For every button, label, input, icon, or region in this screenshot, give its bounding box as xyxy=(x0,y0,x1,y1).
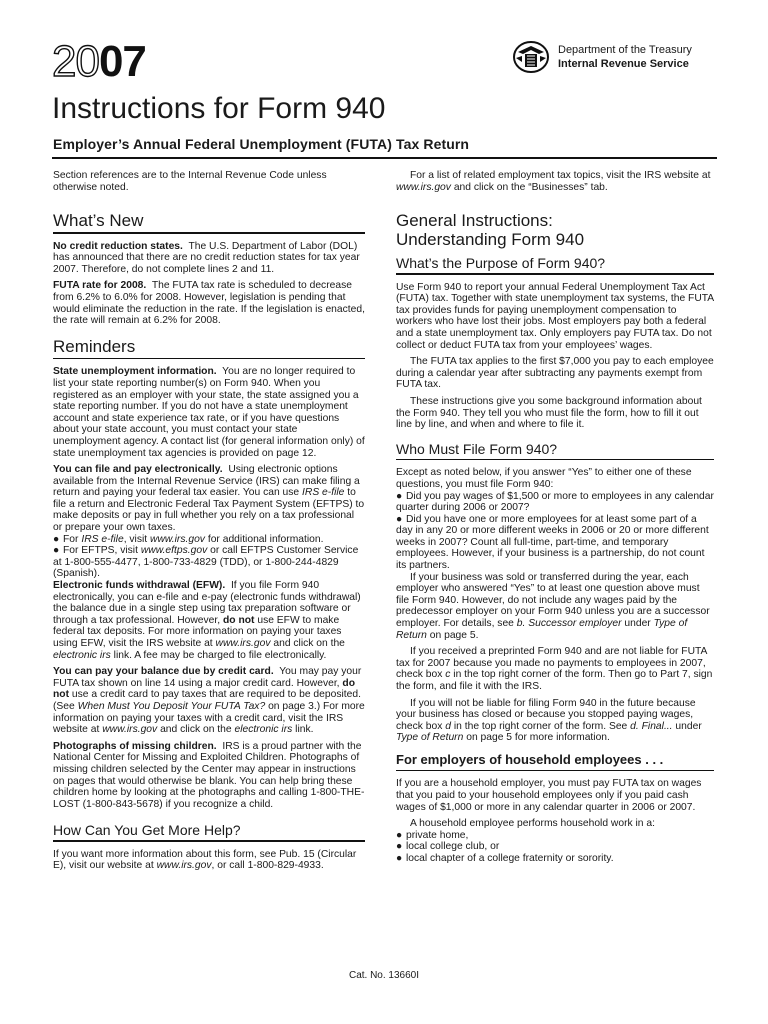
help-heading: How Can You Get More Help? xyxy=(53,822,241,839)
bullet-item: ● For EFTPS, visit www.eftps.gov or call EFTPS Customer Service at 1-800-555-4477, 1-800-733-4829 (TDD), or 1-800-244-4829 (Spanish). xyxy=(53,545,359,580)
household-heading: For employers of household employees . . . xyxy=(396,751,664,767)
agency-block xyxy=(558,43,692,71)
irs-name: Internal Revenue Service xyxy=(558,58,689,70)
who-must-file-heading: Who Must File Form 940? xyxy=(396,440,558,457)
bullet-icon: ● xyxy=(53,533,60,545)
bullet-icon: ● xyxy=(396,513,403,525)
who-para: If your business was sold or transferred during the year, each employer who answered “Yes” to at least one question above must file Form 940. However, do not include any wages paid by the predecessor employer on your Form 940 unless you are a successor employer. For details, see b. Successor employer under Type of Return on page 5. xyxy=(396,571,710,641)
bullet-item: ● Did you have one or more employees for at least some part of a day in any 20 or more different weeks in 2006 or 20 or more different weeks in 2007? Count all full-time, part-time, and temporary employees. However, if your business is a partnership, do not count its partners. xyxy=(396,513,709,572)
bullet-item: ● For IRS e-file, visit www.irs.gov for additional information. xyxy=(53,533,324,545)
catalog-number: Cat. No. 13660I xyxy=(348,970,420,981)
bullet-icon: ● xyxy=(396,841,403,853)
who-para: If you will not be liable for filing Form 940 in the future because your business has closed or because you stopped paying wages, check box d in the top right corner of the form. See d. Final... under Type of Return on page 5 for more information. xyxy=(396,697,702,744)
dept-name: Department of the Treasury xyxy=(558,44,692,56)
link[interactable]: www.irs.gov xyxy=(150,533,205,545)
bullet-item: ● local chapter of a college fraternity or sorority. xyxy=(396,853,614,865)
reminders-heading: Reminders xyxy=(53,336,136,356)
state-info-para: State unemployment information. You are no longer required to list your state reporting number(s) on Form 940. When you registered as an employer with your state, the state assigned you a state reporting number. If you do not have a state unemployment account and state experience tax rate, or if you have questions about your state account, you must contact your state unemployment agency. A contact list (for general information only) of state unemployment tax agencies is provided on page 12. xyxy=(53,366,365,459)
no-credit-para: No credit reduction states. The U.S. Department of Labor (DOL) has announced that there are no credit reduction states for tax year 2007. Therefore, do not complete lines 2 and 11. xyxy=(53,240,360,275)
help-para: If you want more information about this form, see Pub. 15 (Circular E), visit our website at www.irs.gov, or call 1-800-829-4933. xyxy=(53,848,357,872)
link[interactable]: www.irs.gov xyxy=(396,181,451,193)
link[interactable]: www.eftps.gov xyxy=(140,545,208,557)
household-para: A household employee performs household work in a: xyxy=(410,818,655,830)
general-instructions-heading: General Instructions: Understanding Form 940 xyxy=(396,211,585,250)
link[interactable]: www.irs.gov xyxy=(215,638,271,649)
page-title: Instructions for Form 940 xyxy=(52,92,386,125)
efile-para: You can file and pay electronically. Using electronic options available from the Internal Revenue Service (IRS) can make filing a return and paying your federal tax easier. You can use IRS e-file to file a return and Electronic Federal Tax Payment System (EFTPS) to make deposits or pay in full whether you rely on a tax professional or prepare your own taxes. xyxy=(53,464,365,534)
bullet-icon: ● xyxy=(396,853,403,865)
bullet-icon: ● xyxy=(53,545,60,557)
header-rule xyxy=(52,157,717,159)
divider xyxy=(53,232,365,234)
futa-rate-para: FUTA rate for 2008. The FUTA tax rate is scheduled to decrease from 6.2% to 6.0% for 2008. However, legislation is pending that would eliminate the reduction in the rate. If the legislation is enacted, the rate will remain at 6.2% for 2008. xyxy=(53,280,365,327)
divider xyxy=(396,273,714,275)
bullet-item: ● local college club, or xyxy=(396,841,500,853)
purpose-para: The FUTA tax applies to the first $7,000 you pay to each employee during a calendar year after subtracting any payments exempt from FUTA tax. xyxy=(396,356,714,391)
who-para: Except as noted below, if you answer “Yes” to either one of these questions, you must file Form 940: xyxy=(396,467,692,490)
divider xyxy=(53,358,365,360)
bullet-item: ● private home, xyxy=(396,829,469,841)
irs-eagle-seal-icon xyxy=(512,40,550,74)
purpose-para: These instructions give you some background information about the Form 940. They tell you who must file the form, how to fill it out line by line, and when and where to file it. xyxy=(396,396,702,431)
form-year: 2007 xyxy=(52,37,146,86)
right-column xyxy=(396,170,714,865)
left-column xyxy=(53,170,365,877)
whats-new-heading: What’s New xyxy=(53,211,144,231)
missing-children-para: Photographs of missing children. IRS is a proud partner with the National Center for Missing and Exploited Children. Photographs of missing children selected by the Center may appear in instructions on pages that would otherwise be blank. You can help bring these children home by looking at the photographs and calling 1-800-THE-LOST (1-800-843-5678) if you recognize a child. xyxy=(53,740,365,810)
link[interactable]: www.irs.gov xyxy=(156,860,212,872)
bullet-item: ● Did you pay wages of $1,500 or more to employees in any calendar quarter during 2006 or 2007? xyxy=(396,490,714,514)
bullet-icon: ● xyxy=(396,490,403,502)
page-subtitle: Employer’s Annual Federal Unemployment (FUTA) Tax Return xyxy=(53,136,470,152)
purpose-heading: What’s the Purpose of Form 940? xyxy=(396,255,606,272)
intro-text: Section references are to the Internal Revenue Code unless otherwise noted. xyxy=(53,170,327,193)
efw-para: Electronic funds withdrawal (EFW). If you file Form 940 electronically, you can e-file and e-pay (electronic funds withdrawal) the balance due in a single step using tax preparation software or through a tax professional. However, do not use EFW to make federal tax deposits. For more information on paying your taxes using EFW, visit the IRS website at www.irs.gov and click on the electronic irs link. A fee may be charged to file electronically. xyxy=(53,580,361,661)
credit-card-para: You can pay your balance due by credit card. You may pay your FUTA tax shown on line 14 using a major credit card. However, do not use a credit card to pay taxes that are required to be deposited. (See When Must You Deposit Your FUTA Tax? on page 3.) For more information on paying your taxes with a credit card, visit the IRS website at www.irs.gov and click on the electronic irs link. xyxy=(53,666,365,736)
intro-text: For a list of related employment tax topics, visit the IRS website at www.irs.gov and click on the “Businesses” tab. xyxy=(396,170,711,193)
purpose-para: Use Form 940 to report your annual Federal Unemployment Tax Act (FUTA) tax. Together with state unemployment tax systems, the FUTA tax provides funds for paying unemployment compensation to workers who have lost their jobs. Most employers pay both a federal and a state unemployment tax. Only employers pay FUTA tax. Do not collect or deduct FUTA tax from your employees’ wages. xyxy=(396,281,714,351)
bullet-icon: ● xyxy=(396,829,403,841)
who-para: If you received a preprinted Form 940 and are not liable for FUTA tax for 2007 because you made no payments to employees in 2007, check box c in the top right corner of the form. Then go to Part 7, sign the form, and file it with the IRS. xyxy=(396,646,713,692)
divider xyxy=(53,840,365,842)
link[interactable]: www.irs.gov xyxy=(102,724,158,736)
divider xyxy=(396,459,714,461)
divider xyxy=(396,770,714,772)
household-para: If you are a household employer, you must pay FUTA tax on wages that you paid to your household employees only if you paid cash wages of $1,000 or more in any calendar quarter in 2006 or 2007. xyxy=(396,778,702,813)
